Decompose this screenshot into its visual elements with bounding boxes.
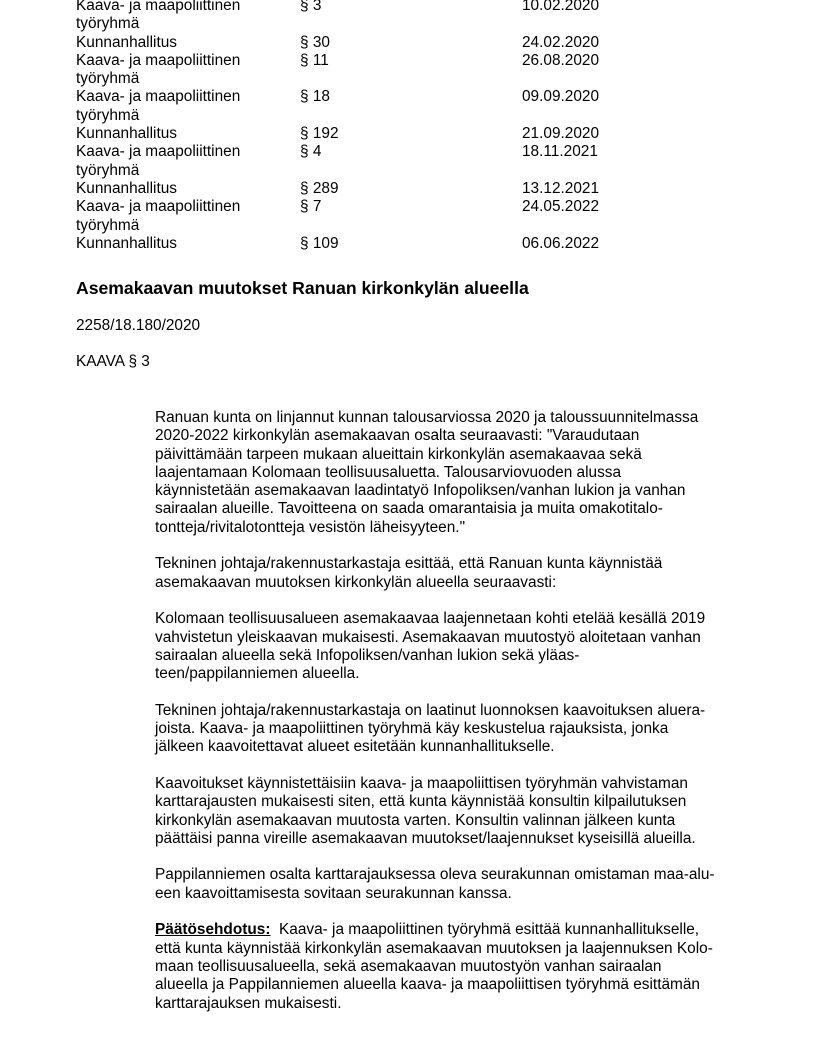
history-paragraph: § 192 (300, 125, 339, 143)
text-line: karttarajauksen mukaisesti. (155, 994, 342, 1012)
history-paragraph: § 30 (300, 33, 330, 51)
section-reference: KAAVA § 3 (76, 353, 150, 370)
history-body: Kunnanhallitus (76, 179, 177, 197)
text-line (155, 921, 745, 939)
history-body: Kunnanhallitus (76, 33, 177, 51)
text-line: asemakaavan muutoksen kirkonkylän alueella seuraavasti: (155, 573, 557, 591)
text-line: tontteja/rivitalotontteja vesistön läheisyyteen." (155, 518, 466, 536)
proposal-text: Kaava- ja maapoliittinen työryhmä esittää kunnanhallitukselle, (279, 921, 700, 939)
text-line: Tekninen johtaja/rakennustarkastaja esittää, että Ranuan kunta käynnistää (155, 555, 663, 573)
history-paragraph: § 7 (300, 198, 322, 216)
history-body (76, 52, 276, 89)
text-line: sairaalan alueille. Tavoitteena on saada omarantaisia ja muita omakotitalo- (155, 500, 663, 518)
history-date: 09.09.2020 (522, 88, 600, 106)
history-row (76, 52, 636, 89)
history-body (76, 0, 276, 34)
text-line: alueella ja Pappilanniemen alueella kaava- ja maapoliittisen työryhmä esittämän (155, 976, 700, 994)
text-line: teen/pappilanniemen alueella. (155, 665, 360, 683)
history-row (76, 34, 636, 52)
text-line: laajentamaan Kolomaan teollisuusaluetta. Talousarviovuoden alussa (155, 463, 622, 481)
history-body: Kunnanhallitus (76, 234, 177, 252)
agenda-item-body (155, 409, 745, 1031)
meeting-history-table (76, 0, 636, 253)
paragraph-draft (155, 702, 745, 757)
history-body (76, 88, 276, 125)
history-date: 21.09.2020 (522, 125, 600, 143)
history-body-line: työryhmä (76, 70, 140, 88)
text-line: Kaavoitukset käynnistettäisiin kaava- ja maapoliittisen työryhmän vahvistaman (155, 774, 688, 792)
decision-proposal (155, 921, 745, 1012)
history-body-line: Kaava- ja maapoliittinen (76, 88, 241, 106)
text-line: sairaalan alueella sekä Infopoliksen/vanhan lukion sekä yläas- (155, 646, 580, 664)
text-line: Tekninen johtaja/rakennustarkastaja on laatinut luonnoksen kaavoituksen aluera- (155, 701, 706, 719)
history-paragraph: § 11 (300, 51, 329, 69)
history-paragraph: § 4 (300, 143, 322, 161)
history-row (76, 180, 636, 198)
agenda-item-title: Asemakaavan muutokset Ranuan kirkonkylän alueella (76, 278, 529, 298)
history-date: 18.11.2021 (522, 143, 598, 161)
history-date: 06.06.2022 (522, 234, 600, 252)
text-line: kirkonkylän asemakaavan muutosta varten. Konsultin valinnan jälkeen kunta (155, 811, 676, 829)
text-line: päivittämään tarpeen mukaan alueittain kirkonkylän asemakaavaa sekä (155, 445, 642, 463)
history-date: 26.08.2020 (522, 51, 600, 69)
history-body-line: työryhmä (76, 106, 140, 124)
text-line: Pappilanniemen osalta karttarajauksessa oleva seurakunnan omistaman maa-alu- (155, 866, 715, 884)
text-line: Ranuan kunta on linjannut kunnan talousarviossa 2020 ja taloussuunnitelmassa (155, 409, 699, 426)
history-body: Kunnanhallitus (76, 125, 177, 143)
paragraph-pappilanniemi (155, 866, 745, 903)
history-date: 24.05.2022 (522, 198, 600, 216)
history-body-line: työryhmä (76, 216, 140, 234)
paragraph-proposal-intro (155, 555, 745, 592)
history-row (76, 0, 636, 34)
history-paragraph: § 109 (300, 234, 339, 252)
history-body-line: Kaava- ja maapoliittinen (76, 51, 241, 69)
paragraph-zoning-start (155, 775, 745, 848)
history-body-line: työryhmä (76, 15, 140, 33)
text-line: Kolomaan teollisuusalueen asemakaavaa laajennetaan kohti etelää kesällä 2019 (155, 610, 706, 628)
text-line: vahvistetun yleiskaavan mukaisesti. Asemakaavan muutostyö aloitetaan vanhan (155, 628, 701, 646)
history-paragraph: § 18 (300, 88, 330, 106)
text-line: käynnistetään asemakaavan laadintatyö Infopoliksen/vanhan lukion ja vanhan (155, 482, 686, 500)
history-row (76, 198, 636, 235)
history-body-line: Kaava- ja maapoliittinen (76, 143, 241, 161)
paragraph-kolomaa (155, 610, 745, 683)
history-row (76, 125, 636, 143)
paragraph-background (155, 409, 745, 537)
history-paragraph: § 289 (300, 179, 339, 197)
history-row (76, 88, 636, 125)
history-body-line: Kaava- ja maapoliittinen (76, 0, 241, 14)
text-line: 2020-2022 kirkonkylän asemakaavan osalta seuraavasti: "Varaudutaan (155, 427, 640, 445)
history-date: 13.12.2021 (522, 179, 600, 197)
text-line: että kunta käynnistää kirkonkylän asemakaavan muutoksen ja laajennuksen Kolo- (155, 939, 713, 957)
diary-number: 2258/18.180/2020 (76, 317, 201, 334)
text-line: een kaavoittamisesta sovitaan seurakunnan kanssa. (155, 884, 512, 902)
text-line: jälkeen kaavoitettavat alueet esitetään kunnanhallitukselle. (155, 738, 555, 756)
history-paragraph: § 3 (300, 0, 322, 14)
text-line: karttarajausten mukaisesti siten, että kunta käynnistää konsultin kilpailutuksen (155, 793, 687, 811)
text-line: joista. Kaava- ja maapoliittinen työryhmä käy keskustelua rajauksista, jonka (155, 720, 669, 738)
history-date: 10.02.2020 (522, 0, 600, 14)
history-body-line: työryhmä (76, 161, 140, 179)
proposal-label: Päätösehdotus: (155, 921, 271, 939)
text-line: päättäisi panna vireille asemakaavan muutokset/laajennukset kyseisillä alueilla. (155, 829, 696, 847)
history-body (76, 143, 276, 180)
history-row (76, 143, 636, 180)
history-date: 24.02.2020 (522, 33, 600, 51)
history-body (76, 198, 276, 235)
history-row (76, 235, 636, 253)
text-line: maan teollisuusalueella, sekä asemakaavan muutostyön vanhan sairaalan (155, 957, 662, 975)
history-body-line: Kaava- ja maapoliittinen (76, 198, 241, 216)
